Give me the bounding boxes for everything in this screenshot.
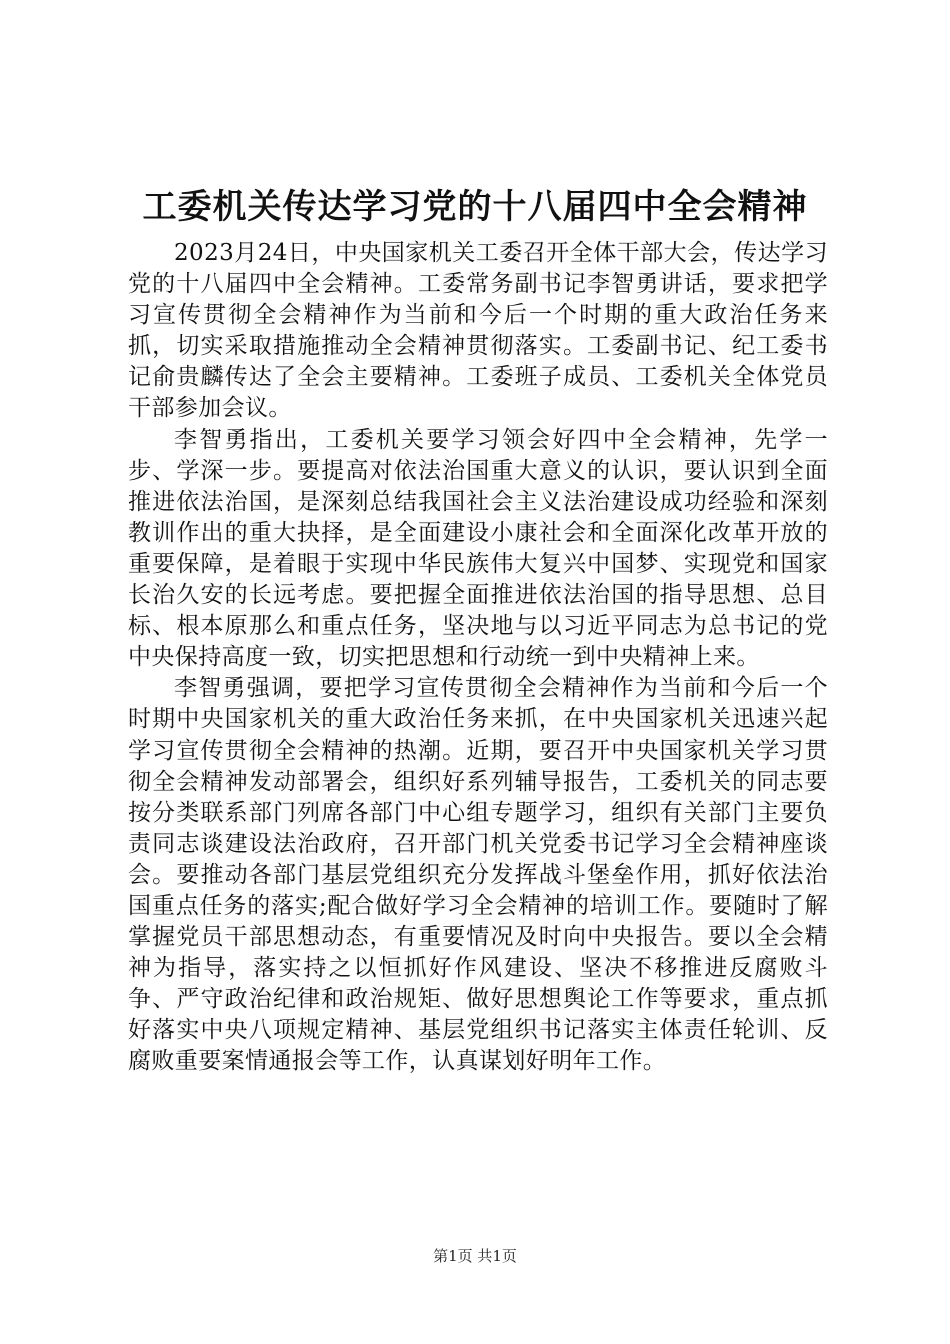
- page-number-footer: 第1页 共1页: [433, 1247, 517, 1265]
- paragraph-3: 李智勇强调，要把学习宣传贯彻全会精神作为当前和今后一个时期中央国家机关的重大政治任务来抓，在中央国家机关迅速兴起学习宣传贯彻全会精神的热潮。近期，要召开中央国家机关学习贯彻全会精神发动部署会，组织好系列辅导报告，工委机关的同志要按分类联系部门列席各部门中心组专题学习，组织有关部门主要负责同志谈建设法治政府，召开部门机关党委书记学习全会精神座谈会。要推动各部门基层党组织充分发挥战斗堡垒作用，抓好依法治国重点任务的落实;配合做好学习全会精神的培训工作。要随时了解掌握党员干部思想动态，有重要情况及时向中央报告。要以全会精神为指导，落实持之以恒抓好作风建设、坚决不移推进反腐败斗争、严守政治纪律和政治规矩、做好思想舆论工作等要求，重点抓好落实中央八项规定精神、基层党组织书记落实主体责任轮训、反腐败重要案情通报会等工作，认真谋划好明年工作。: [128, 675, 828, 1075]
- document-title: 工委机关传达学习党的十八届四中全会精神: [142, 187, 808, 227]
- paragraph-2: 李智勇指出，工委机关要学习领会好四中全会精神，先学一步、学深一步。要提高对依法治国重大意义的认识，要认识到全面推进依法治国，是深刻总结我国社会主义法治建设成功经验和深刻教训作出的重大抉择，是全面建设小康社会和全面深化改革开放的重要保障，是着眼于实现中华民族伟大复兴中国梦、实现党和国家长治久安的长远考虑。要把握全面推进依法治国的指导思想、总目标、根本原那么和重点任务，坚决地与以习近平同志为总书记的党中央保持高度一致，切实把思想和行动统一到中央精神上来。: [128, 426, 828, 671]
- paragraph-1: 2023月24日，中央国家机关工委召开全体干部大会，传达学习党的十八届四中全会精神。工委常务副书记李智勇讲话，要求把学习宣传贯彻全会精神作为当前和今后一个时期的重大政治任务来抓，切实采取措施推动全会精神贯彻落实。工委副书记、纪工委书记俞贵麟传达了全会主要精神。工委班子成员、工委机关全体党员干部参加会议。: [128, 240, 828, 422]
- document-body: [128, 238, 828, 1078]
